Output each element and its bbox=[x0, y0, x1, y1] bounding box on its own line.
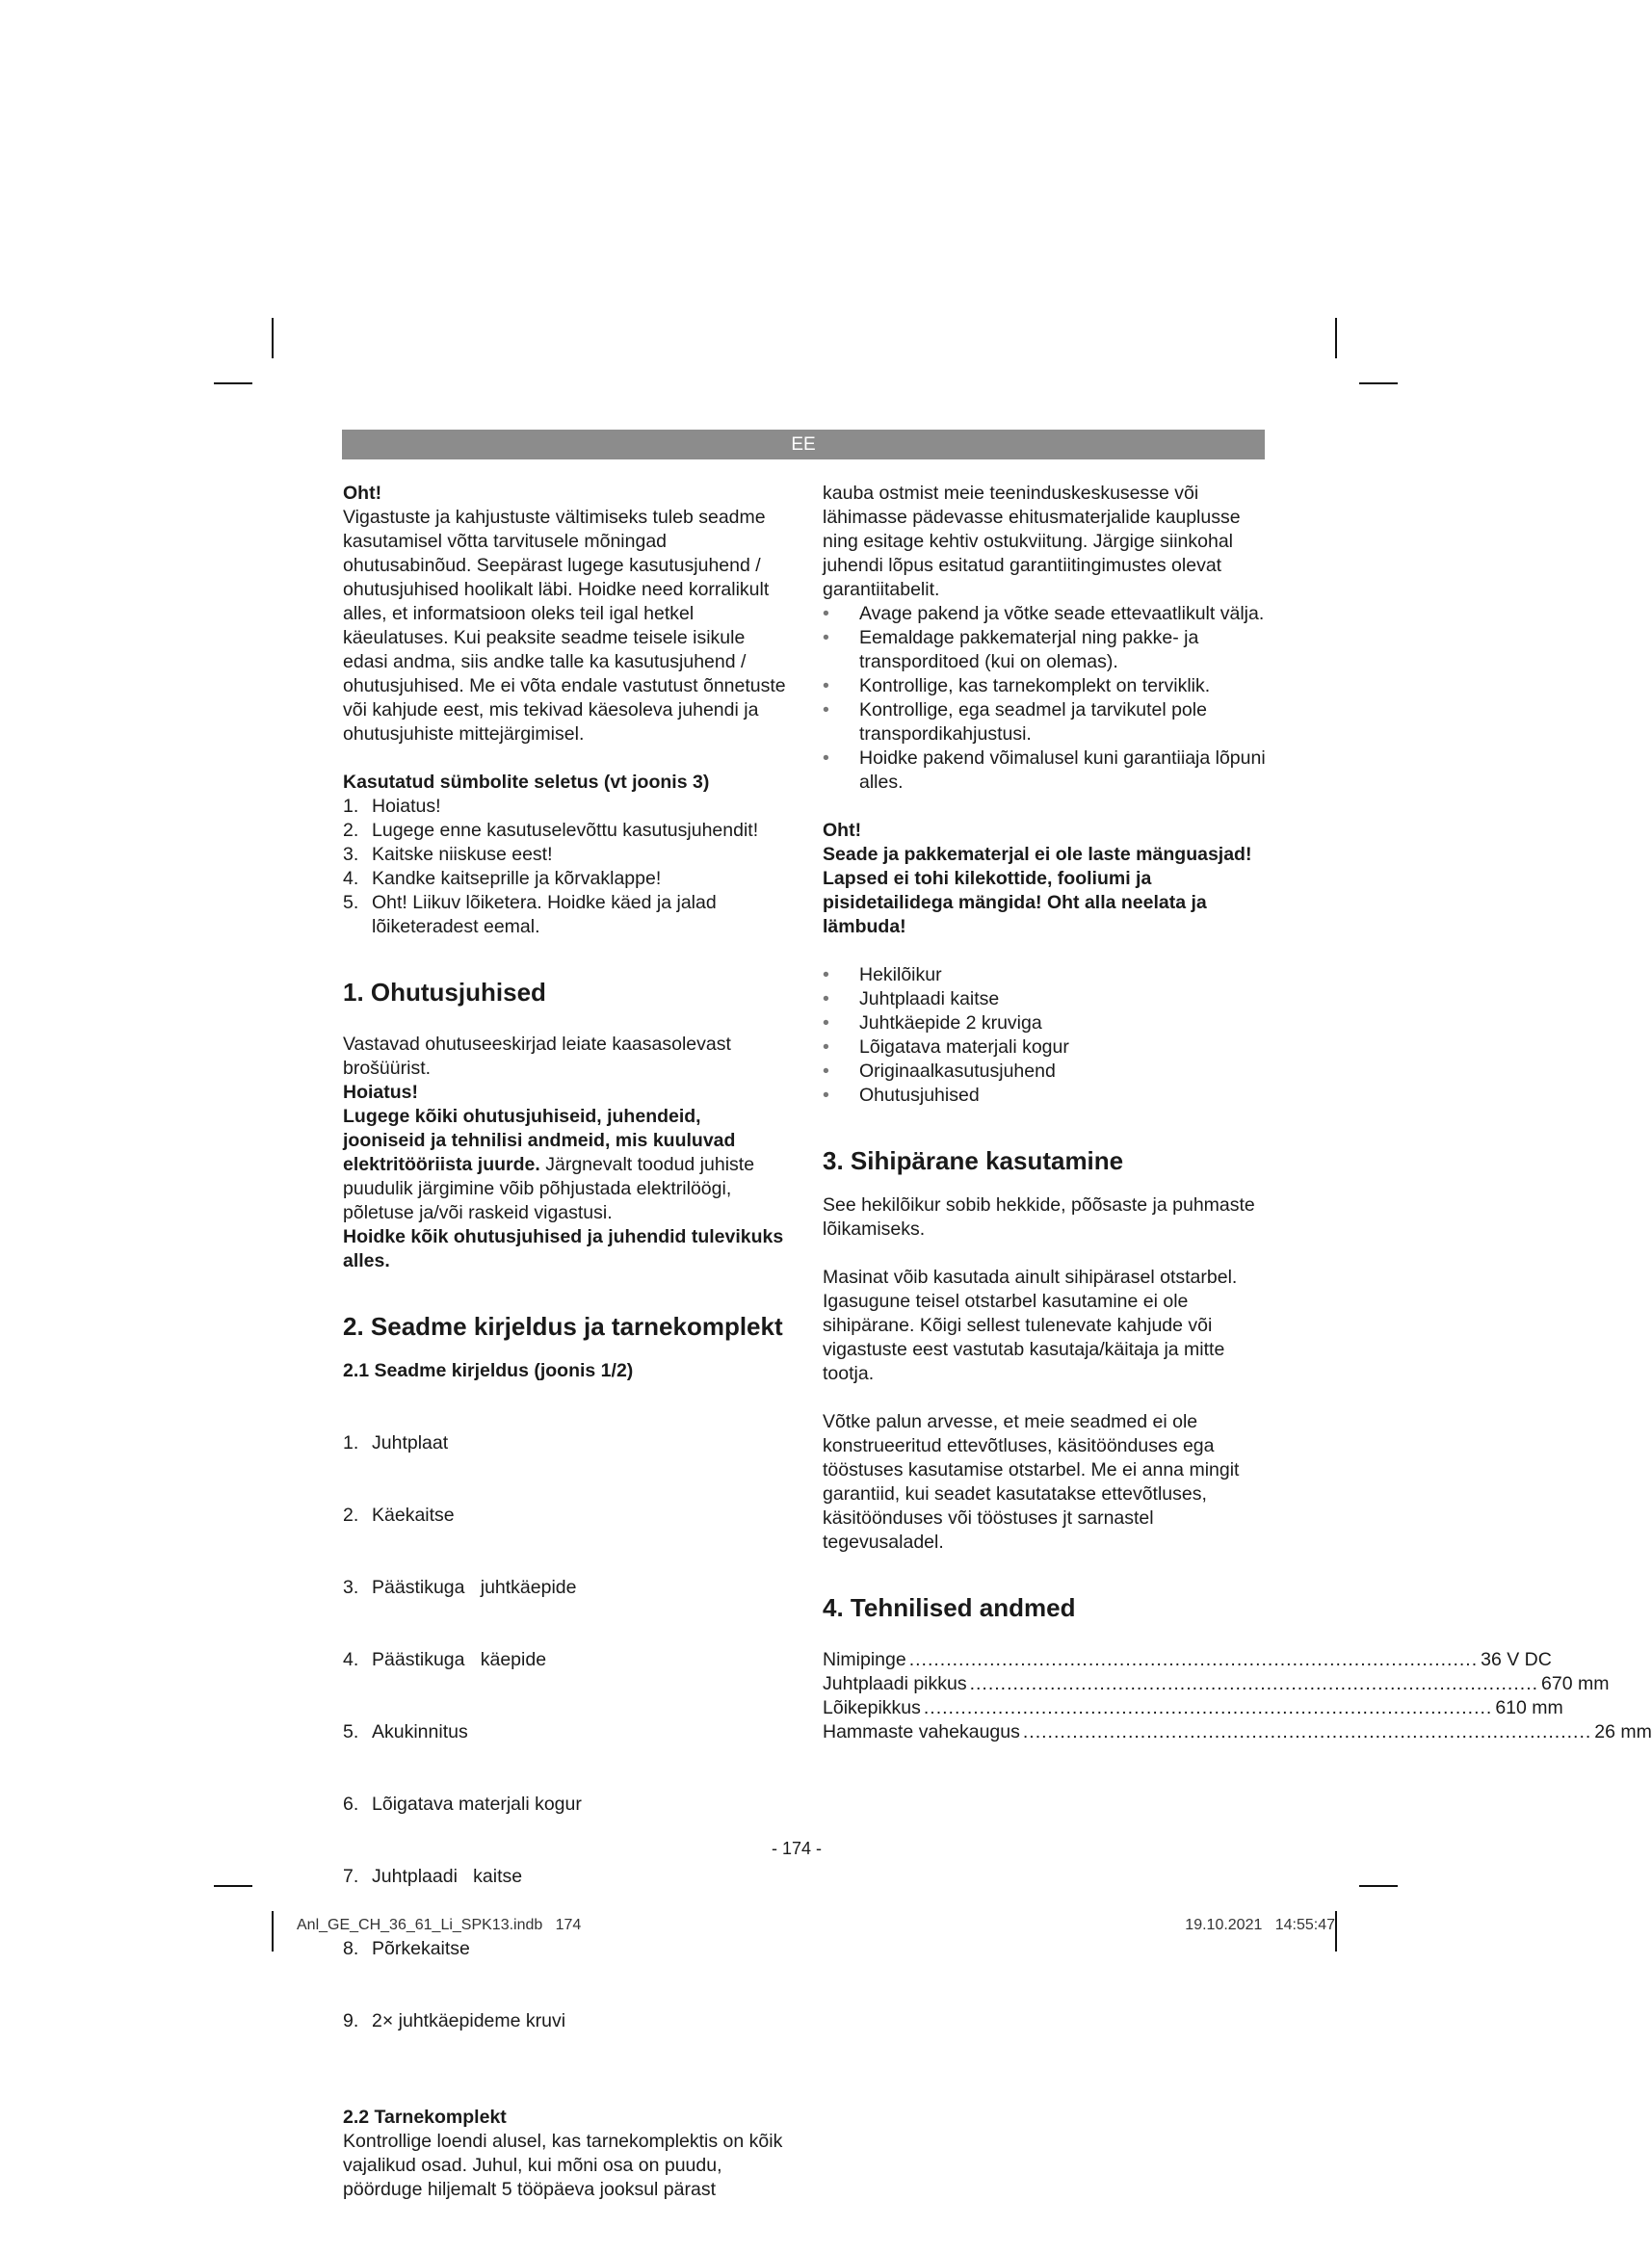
section-1-title: 1. Ohutusjuhised bbox=[343, 978, 546, 1007]
bullet-icon: • bbox=[823, 1061, 829, 1082]
bullet-icon: • bbox=[823, 1012, 829, 1034]
child-warning-title: Oht! bbox=[823, 820, 862, 841]
symbols-heading: Kasutatud sümbolite seletus (vt joonis 3) bbox=[343, 772, 710, 793]
bullet-icon: • bbox=[823, 988, 829, 1009]
bullet-icon: • bbox=[823, 1085, 829, 1106]
list-item: 9. 2× juhtkäepideme kruvi bbox=[343, 2010, 566, 2031]
list-item: • Avage pakend ja võtke seade ettevaatlikult välja. bbox=[823, 603, 1265, 624]
list-item: 2. Lugege enne kasutuselevõttu kasutusjuhendit! bbox=[343, 820, 759, 841]
language-header-bar bbox=[342, 430, 1265, 459]
contents-list bbox=[823, 963, 1266, 1108]
list-item: 4. Kandke kaitseprille ja kõrvaklappe! bbox=[343, 868, 662, 889]
parts-list bbox=[343, 1383, 786, 2082]
list-item: 8. Põrkekaitse bbox=[343, 1938, 470, 1959]
list-item: • Eemaldage pakkematerjal ning pakke- ja transporditoed (kui on olemas). bbox=[823, 627, 1199, 672]
specs-table bbox=[823, 1648, 1652, 1744]
list-item: 6. Lõigatava materjali kogur bbox=[343, 1794, 582, 1815]
continued-text: kauba ostmist meie teeninduskeskusesse või lähimasse pädevasse ehitusmaterjalide kauplusse ning esitage kehtiv ostukviitung. Järgige siinkohal juhendi lõpus esitatud garantiitingimustes olevat garantiitabelit. bbox=[823, 483, 1241, 600]
list-item: 7. Juhtplaadi kaitse bbox=[343, 1866, 523, 1887]
crop-mark-top-right-v bbox=[1335, 318, 1337, 358]
left-column bbox=[343, 482, 786, 2202]
bullet-icon: • bbox=[823, 699, 829, 720]
crop-mark-bottom-left-h bbox=[214, 1885, 252, 1887]
list-item: 2. Käekaitse bbox=[343, 1505, 455, 1526]
section-3-title: 3. Sihipärane kasutamine bbox=[823, 1146, 1124, 1175]
list-item: 1. Hoiatus! bbox=[343, 796, 441, 817]
crop-mark-bottom-left-v bbox=[272, 1911, 274, 1952]
spec-row: Hammaste vahekaugus ............................................................................................ 26 mm bbox=[823, 1721, 1652, 1742]
footer-file: Anl_GE_CH_36_61_Li_SPK13.indb 174 bbox=[297, 1917, 582, 1933]
section-4-title: 4. Tehnilised andmed bbox=[823, 1593, 1076, 1622]
list-item: • Kontrollige, ega seadmel ja tarvikutel pole transpordikahjustusi. bbox=[823, 699, 1207, 745]
spec-row: Juhtplaadi pikkus ............................................................................................ 670 mm bbox=[823, 1673, 1610, 1694]
warning-text: Vigastuste ja kahjustuste vältimiseks tuleb seadme kasutamisel võtta tarvitusele mõningad ohutusabinõud. Seepärast lugege kasutusjuhend / ohutusjuhised hoolikalt läbi. Hoidke need korralikult alles, et informatsioon oleks teil igal hetkel käeulatuses. Kui peaksite seadme teisele isikule edasi andma, siis andke talle ka kasutusjuhend / ohutusjuhised. Me ei võta endale vastutust õnnetuste või kahjude eest, mis tekivad käesoleva juhendi ja ohutusjuhiste mittejärgimisel. bbox=[343, 507, 786, 745]
list-item: 4. Päästikuga käepide bbox=[343, 1649, 547, 1670]
list-item: 1. Juhtplaat bbox=[343, 1432, 449, 1454]
list-item: 3. Kaitske niiskuse eest! bbox=[343, 844, 553, 865]
section-2-1-title: 2.1 Seadme kirjeldus (joonis 1/2) bbox=[343, 1360, 634, 1381]
section-2-2-title: 2.2 Tarnekomplekt bbox=[343, 2107, 507, 2128]
crop-mark-bottom-right-h bbox=[1359, 1885, 1398, 1887]
page-number: - 174 - bbox=[771, 1839, 823, 1858]
section-3-para-2: Masinat võib kasutada ainult sihipärasel otstarbel. Igasugune teisel otstarbel kasutamine ei ole sihipärane. Kõigi sellest tulenevate kahjude või vigastuste eest vastutab kasutaja/käitaja ja mitte tootja. bbox=[823, 1267, 1238, 1384]
list-item: • Hoidke pakend võimalusel kuni garantiiaja lõpuni alles. bbox=[823, 747, 1266, 793]
list-item: 5. Akukinnitus bbox=[343, 1721, 468, 1742]
spec-row: Nimipinge ............................................................................................ 36 V DC bbox=[823, 1649, 1552, 1670]
crop-mark-top-left-h bbox=[214, 382, 252, 384]
list-item: • Kontrollige, kas tarnekomplekt on terviklik. bbox=[823, 675, 1211, 696]
unpacking-list bbox=[823, 602, 1266, 795]
bullet-icon: • bbox=[823, 1036, 829, 1058]
list-item: • Originaalkasutusjuhend bbox=[823, 1061, 1056, 1082]
right-column bbox=[823, 482, 1652, 1744]
crop-mark-bottom-right-v bbox=[1335, 1911, 1337, 1952]
list-item: • Juhtkäepide 2 kruviga bbox=[823, 1012, 1042, 1034]
symbols-list bbox=[343, 795, 786, 939]
language-code: EE bbox=[791, 434, 816, 455]
section-1-warning-text: Lugege kõiki ohutusjuhiseid, juhendeid, jooniseid ja tehnilisi andmeid, mis kuuluvad elektritööriista juurde. Järgnevalt toodud juhiste puudulik järgimine võib põhjustada elektrilöögi, põletuse ja/või raskeid vigastusi. bbox=[343, 1106, 755, 1223]
list-item: • Hekilõikur bbox=[823, 964, 942, 985]
bullet-icon: • bbox=[823, 627, 829, 648]
section-2-2-text: Kontrollige loendi alusel, kas tarnekomplektis on kõik vajalikud osad. Juhul, kui mõni osa on puudu, pöörduge hiljemalt 5 tööpäeva jooksul pärast bbox=[343, 2131, 783, 2200]
bullet-icon: • bbox=[823, 964, 829, 985]
list-item: • Juhtplaadi kaitse bbox=[823, 988, 1000, 1009]
bullet-icon: • bbox=[823, 747, 829, 769]
footer-date: 19.10.2021 14:55:47 bbox=[1185, 1917, 1335, 1933]
section-2-title: 2. Seadme kirjeldus ja tarnekomplekt bbox=[343, 1312, 783, 1341]
section-3-para-3: Võtke palun arvesse, et meie seadmed ei ole konstrueeritud ettevõtluses, käsitöönduses ega tööstuses kasutamise otstarbel. Me ei anna mingit garantiid, kui seadet kasutatakse ettevõtluses, käsitöönduses või tööstuses jt sarnastel tegevusaladel. bbox=[823, 1411, 1240, 1553]
crop-mark-top-right-h bbox=[1359, 382, 1398, 384]
section-1-intro: Vastavad ohutuseeskirjad leiate kaasasolevast brošüürist. bbox=[343, 1034, 731, 1079]
section-1-warning-label: Hoiatus! bbox=[343, 1082, 418, 1103]
list-item: 5. Oht! Liikuv lõiketera. Hoidke käed ja jalad lõiketeradest eemal. bbox=[343, 892, 717, 937]
spec-row: Lõikepikkus ............................................................................................ 610 mm bbox=[823, 1697, 1563, 1718]
bullet-icon: • bbox=[823, 675, 829, 696]
list-item: • Ohutusjuhised bbox=[823, 1085, 980, 1106]
list-item: • Lõigatava materjali kogur bbox=[823, 1036, 1069, 1058]
bullet-icon: • bbox=[823, 603, 829, 624]
list-item: 3. Päästikuga juhtkäepide bbox=[343, 1577, 577, 1598]
warning-title: Oht! bbox=[343, 483, 382, 504]
section-1-keep-note: Hoidke kõik ohutusjuhised ja juhendid tulevikuks alles. bbox=[343, 1226, 784, 1271]
child-warning-text: Seade ja pakkematerjal ei ole laste mänguasjad! Lapsed ei tohi kilekottide, fooliumi ja pisidetailidega mängida! Oht alla neelata ja lämbuda! bbox=[823, 844, 1252, 937]
crop-mark-top-left-v bbox=[272, 318, 274, 358]
section-3-para-1: See hekilõikur sobib hekkide, põõsaste ja puhmaste lõikamiseks. bbox=[823, 1194, 1255, 1240]
